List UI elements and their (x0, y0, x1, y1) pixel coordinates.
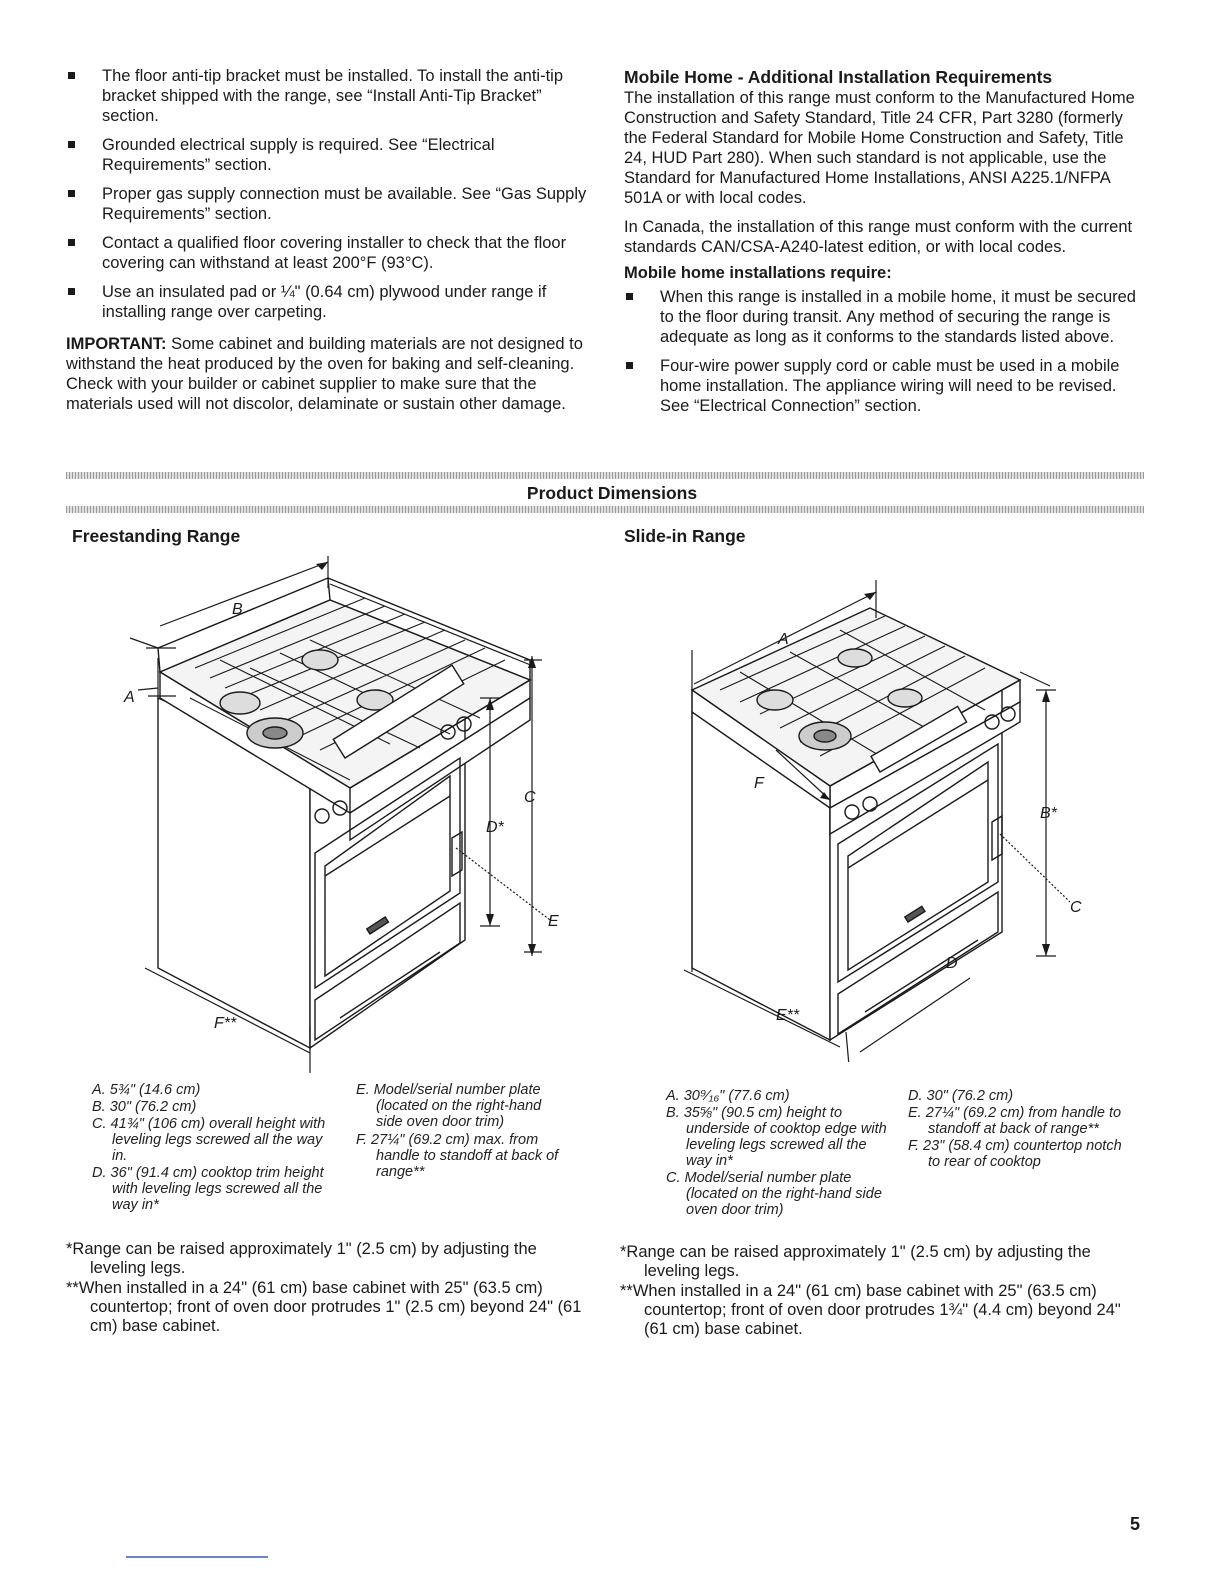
slidein-footnotes (620, 1243, 1146, 1340)
legend-item: A. 30⁹⁄₁₆" (77.6 cm) (666, 1088, 790, 1104)
label-d: D* (486, 819, 504, 836)
legend-item: C. 41¾" (106 cm) overall height with leveling legs screwed all the way in. (92, 1116, 326, 1164)
footer-rule (126, 1556, 268, 1558)
legend-item: B. 30" (76.2 cm) (92, 1099, 197, 1115)
section-divider-bottom (66, 506, 1144, 513)
legend-item: E. 27¼" (69.2 cm) from handle to standoff at back of range** (908, 1105, 1122, 1137)
mobile-home-subheading: Mobile home installations require: (624, 264, 892, 282)
right-column (624, 66, 1144, 425)
mobile-home-heading: Mobile Home - Additional Installation Requirements (624, 67, 1053, 87)
important-label: IMPORTANT: (66, 335, 167, 353)
slidein-legend-left (666, 1088, 896, 1219)
slidein-legend-right (908, 1088, 1128, 1171)
legend-item: F. 23" (58.4 cm) countertop notch to rear of cooktop (908, 1138, 1122, 1170)
section-title: Product Dimensions (526, 483, 698, 503)
freestanding-legend-left (92, 1082, 332, 1214)
label-e: E** (776, 1007, 800, 1024)
label-d: D (946, 955, 958, 972)
list-item: Four-wire power supply cord or cable must be used in a mobile home installation. The appliance wiring will need to be revised. See “Electrical Connection” section. (624, 356, 1144, 416)
freestanding-legend-right (356, 1082, 570, 1181)
list-item: The floor anti-tip bracket must be installed. To install the anti-tip bracket shipped with the range, see “Install Anti-Tip Bracket” section. (66, 66, 592, 126)
list-item: When this range is installed in a mobile home, it must be secured to the floor during transit. Any method of securing the range is adequate as long as it conforms to the standards listed above. (624, 287, 1144, 347)
label-b: B (232, 601, 243, 618)
legend-item: B. 35⅝" (90.5 cm) height to underside of cooktop edge with leveling legs screwed all the way in* (666, 1105, 887, 1169)
section-divider-top (66, 472, 1144, 479)
label-c: C (1070, 899, 1082, 916)
list-item: Proper gas supply connection must be available. See “Gas Supply Requirements” section. (66, 184, 592, 224)
label-e: E (548, 913, 559, 930)
slidein-title: Slide-in Range (624, 526, 746, 546)
legend-item: C. Model/serial number plate (located on the right-hand side oven door trim) (666, 1170, 882, 1218)
page-number: 5 (1129, 1514, 1140, 1534)
label-a: A (778, 631, 789, 648)
mobile-home-paragraph: The installation of this range must conform to the Manufactured Home Construction and Safety Standard, Title 24 CFR, Part 3280 (formerly the Federal Standard for Mobile Home Construction and Safety, Title 24, HUD Part 280). When such standard is not applicable, use the Standard for Manufactured Home Installations, ANSI A225.1/NFPA 501A or with local codes. (624, 89, 1135, 207)
freestanding-range-diagram (100, 548, 570, 1073)
legend-item: D. 30" (76.2 cm) (908, 1088, 1014, 1104)
label-f: F (754, 775, 764, 792)
label-a: A (124, 689, 135, 706)
label-b: B* (1040, 805, 1057, 822)
legend-item: D. 36" (91.4 cm) cooktop trim height with leveling legs screwed all the way in* (92, 1165, 324, 1213)
mobile-home-list (624, 287, 1144, 416)
left-column (66, 66, 592, 414)
label-c: C (524, 789, 536, 806)
label-f: F** (214, 1015, 237, 1032)
important-text: Some cabinet and building materials are not designed to withstand the heat produced by the oven for baking and self-cleaning. Check with your builder or cabinet supplier to make sure that the materials used will not discolor, delaminate or sustain other damage. (66, 335, 583, 413)
legend-item: F. 27¼" (69.2 cm) max. from handle to standoff at back of range** (356, 1132, 559, 1180)
legend-item: E. Model/serial number plate (located on the right-hand side oven door trim) (356, 1082, 542, 1130)
legend-item: A. 5¾" (14.6 cm) (92, 1082, 201, 1098)
footnote: **When installed in a 24" (61 cm) base cabinet with 25" (63.5 cm) countertop; front of oven door protrudes 1" (2.5 cm) beyond 24" (61 cm) base cabinet. (66, 1279, 582, 1335)
slidein-range-diagram (680, 572, 1090, 1062)
requirements-list (66, 66, 592, 322)
list-item: Grounded electrical supply is required. See “Electrical Requirements” section. (66, 135, 592, 175)
canada-paragraph: In Canada, the installation of this range must conform with the current standards CAN/CSA-A240-latest edition, or with local codes. (624, 218, 1133, 256)
footnote: *Range can be raised approximately 1" (2.5 cm) by adjusting the leveling legs. (620, 1243, 1091, 1280)
footnote: **When installed in a 24" (61 cm) base cabinet with 25" (63.5 cm) countertop; front of oven door protrudes 1¾" (4.4 cm) beyond 24" (61 cm) base cabinet. (620, 1282, 1121, 1338)
freestanding-title: Freestanding Range (72, 526, 241, 546)
list-item: Contact a qualified floor covering installer to check that the floor covering can withstand at least 200°F (93°C). (66, 233, 592, 273)
important-note (66, 334, 592, 414)
freestanding-footnotes (66, 1240, 592, 1337)
list-item: Use an insulated pad or ¼" (0.64 cm) plywood under range if installing range over carpeting. (66, 282, 592, 322)
footnote: *Range can be raised approximately 1" (2.5 cm) by adjusting the leveling legs. (66, 1240, 537, 1277)
